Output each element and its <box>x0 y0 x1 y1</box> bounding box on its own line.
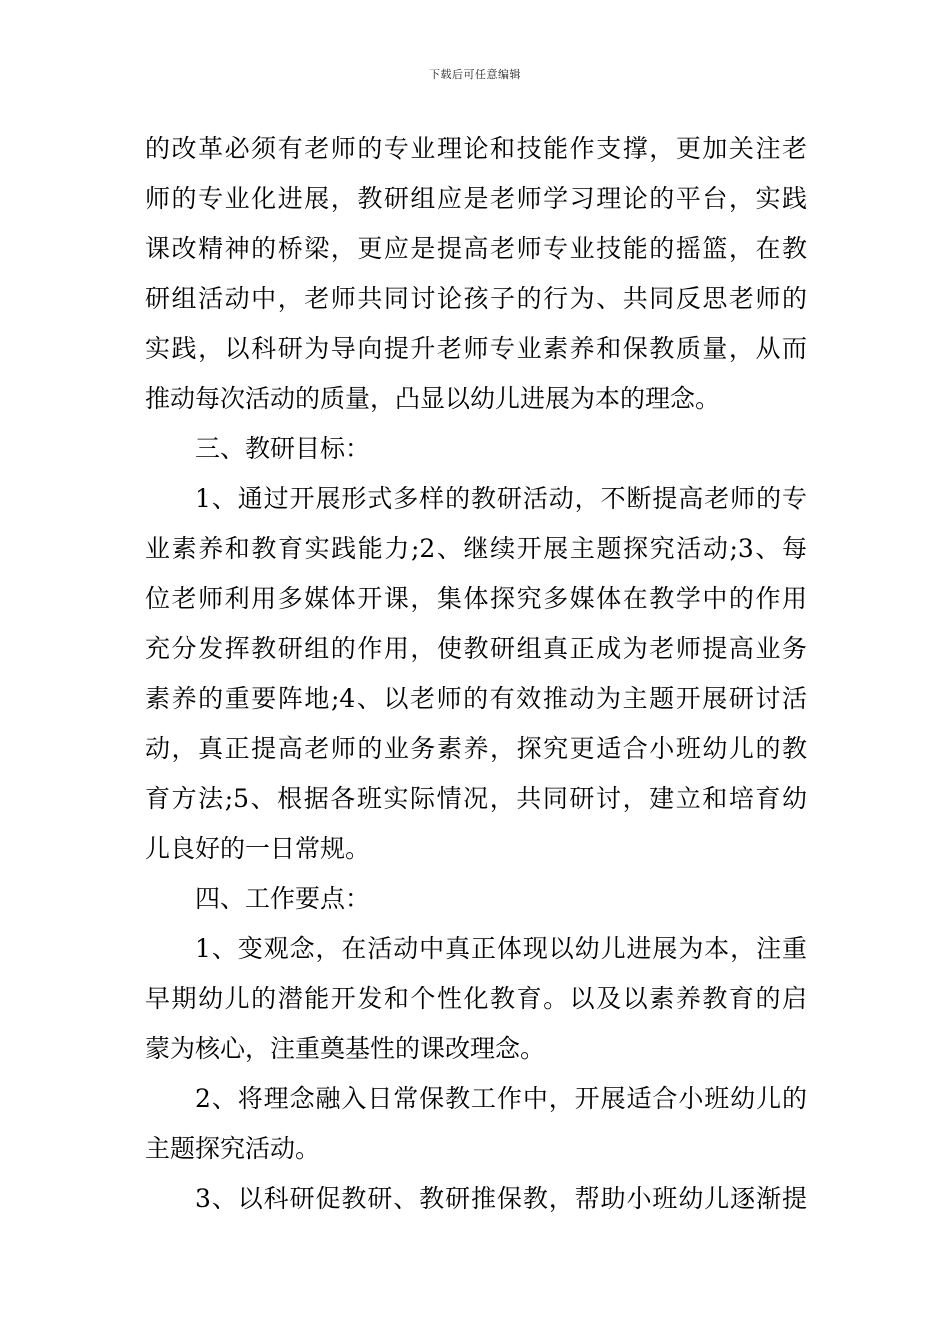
text-line: 1、通过开展形式多样的教研活动，不断提高老师的专 <box>195 484 807 513</box>
text-line: 业素养和教育实践能力;2、继续开展主题探究活动;3、每 <box>145 534 807 563</box>
text-line: 1、变观念，在活动中真正体现以幼儿进展为本，注重 <box>195 934 807 963</box>
text-line: 素养的重要阵地;4、以老师的有效推动为主题开展研讨活 <box>145 684 807 713</box>
section-heading: 四、工作要点： <box>195 884 371 913</box>
document-body <box>145 124 807 1224</box>
text-line: 推动每次活动的质量，凸显以幼儿进展为本的理念。 <box>145 384 721 413</box>
text-line: 3、以科研促教研、教研推保教，帮助小班幼儿逐渐提 <box>195 1184 807 1213</box>
text-line: 动，真正提高老师的业务素养，探究更适合小班幼儿的教 <box>145 734 807 763</box>
text-line: 早期幼儿的潜能开发和个性化教育。以及以素养教育的启 <box>145 984 807 1013</box>
page-header: 下载后可任意编辑 <box>429 68 521 81</box>
text-line: 课改精神的桥梁，更应是提高老师专业技能的摇篮，在教 <box>145 234 807 263</box>
text-line: 儿良好的一日常规。 <box>145 834 371 863</box>
text-line: 研组活动中，老师共同讨论孩子的行为、共同反思老师的 <box>145 284 807 313</box>
text-line: 位老师利用多媒体开课，集体探究多媒体在教学中的作用 <box>145 584 807 613</box>
text-line: 充分发挥教研组的作用，使教研组真正成为老师提高业务 <box>145 634 807 663</box>
text-line: 主题探究活动。 <box>145 1134 321 1163</box>
section-heading: 三、教研目标： <box>195 434 371 463</box>
text-line: 蒙为核心，注重奠基性的课改理念。 <box>145 1034 546 1063</box>
text-line: 师的专业化进展，教研组应是老师学习理论的平台，实践 <box>145 184 807 213</box>
text-line: 实践，以科研为导向提升老师专业素养和保教质量，从而 <box>145 334 807 363</box>
text-line: 的改革必须有老师的专业理论和技能作支撑，更加关注老 <box>145 134 807 163</box>
text-line: 2、将理念融入日常保教工作中，开展适合小班幼儿的 <box>195 1084 807 1113</box>
text-line: 育方法;5、根据各班实际情况，共同研讨，建立和培育幼 <box>145 784 807 813</box>
